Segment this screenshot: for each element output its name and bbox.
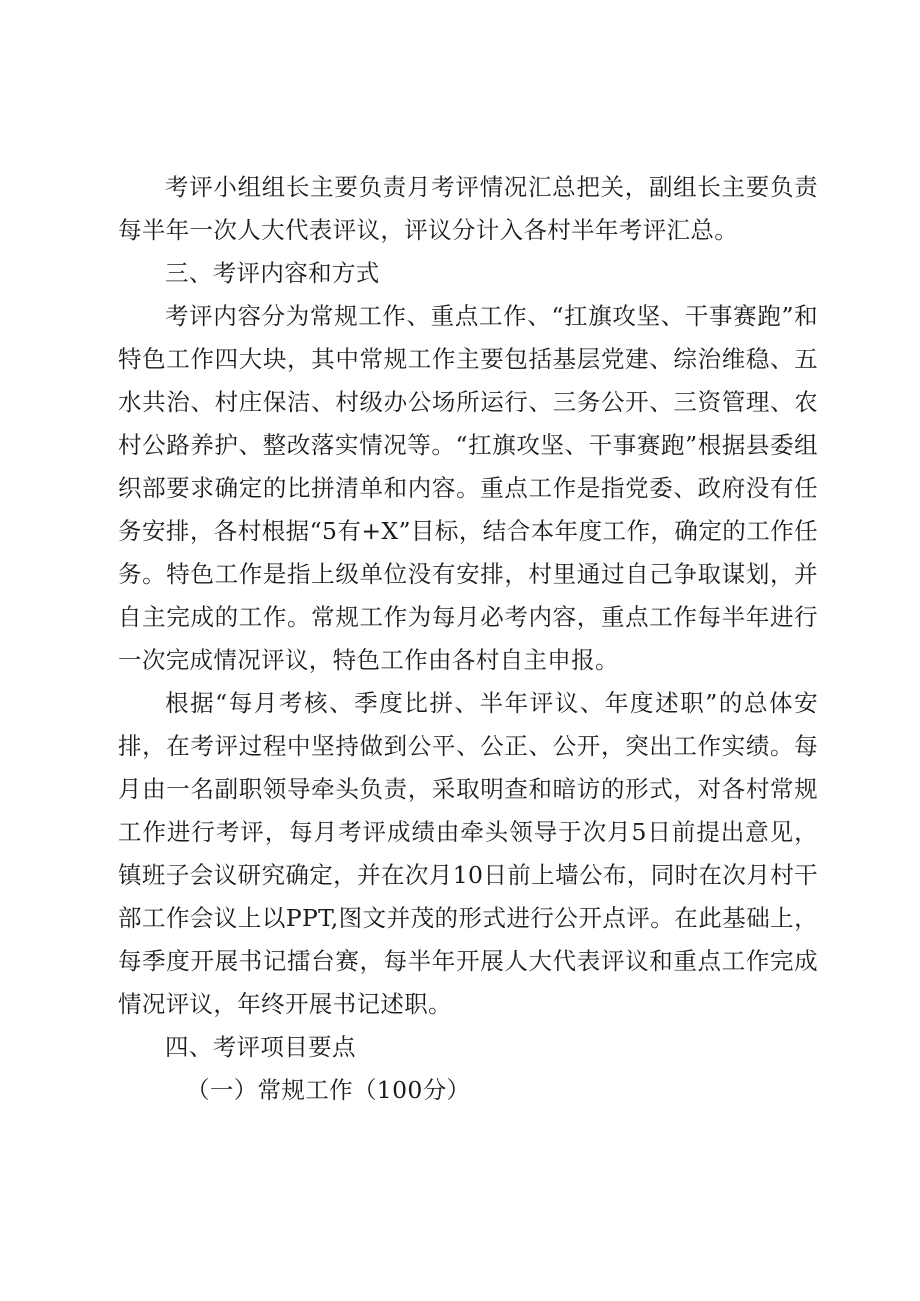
section-heading-three: 三、考评内容和方式 <box>165 259 380 287</box>
paragraph-review-content: 考评内容分为常规工作、重点工作、“扛旗攻坚、干事赛跑”和特色工作四大块，其中常规工作主要包括基层党建、综治维稳、五水共治、村庄保洁、村级办公场所运行、三务公开、三资管理、农村公路养护、整改落实情况等。“扛旗攻坚、干事赛跑”根据县委组织部要求确定的比拼清单和内容。重点工作是指党委、政府没有任务安排，各村根据“5有+X”目标，结合本年度工作，确定的工作任务。特色工作是指上级单位没有安排，村里通过自己争取谋划，并自主完成的工作。常规工作为每月必考内容，重点工作每半年进行一次完成情况评议，特色工作由各村自主申报。 <box>118 302 818 674</box>
section-heading-four: 四、考评项目要点 <box>165 1033 356 1061</box>
paragraph-review-method: 根据“每月考核、季度比拼、半年评议、年度述职”的总体安排，在考评过程中坚持做到公平、公正、公开，突出工作实绩。每月由一名副职领导牵头负责，采取明查和暗访的形式，对各村常规工作进行考评，每月考评成绩由牵头领导于次月5日前提出意见，镇班子会议研究确定，并在次月10日前上墙公布，同时在次月村干部工作会议上以PPT,图文并茂的形式进行公开点评。在此基础上，每季度开展书记擂台赛，每半年开展人大代表评议和重点工作完成情况评议，年终开展书记述职。 <box>118 689 818 1018</box>
document-body <box>118 166 818 1112</box>
subsection-heading-routine-work: （一）常规工作（100分） <box>186 1076 471 1104</box>
paragraph-review-group-duties: 考评小组组长主要负责月考评情况汇总把关，副组长主要负责每半年一次人大代表评议，评议分计入各村半年考评汇总。 <box>118 173 818 244</box>
